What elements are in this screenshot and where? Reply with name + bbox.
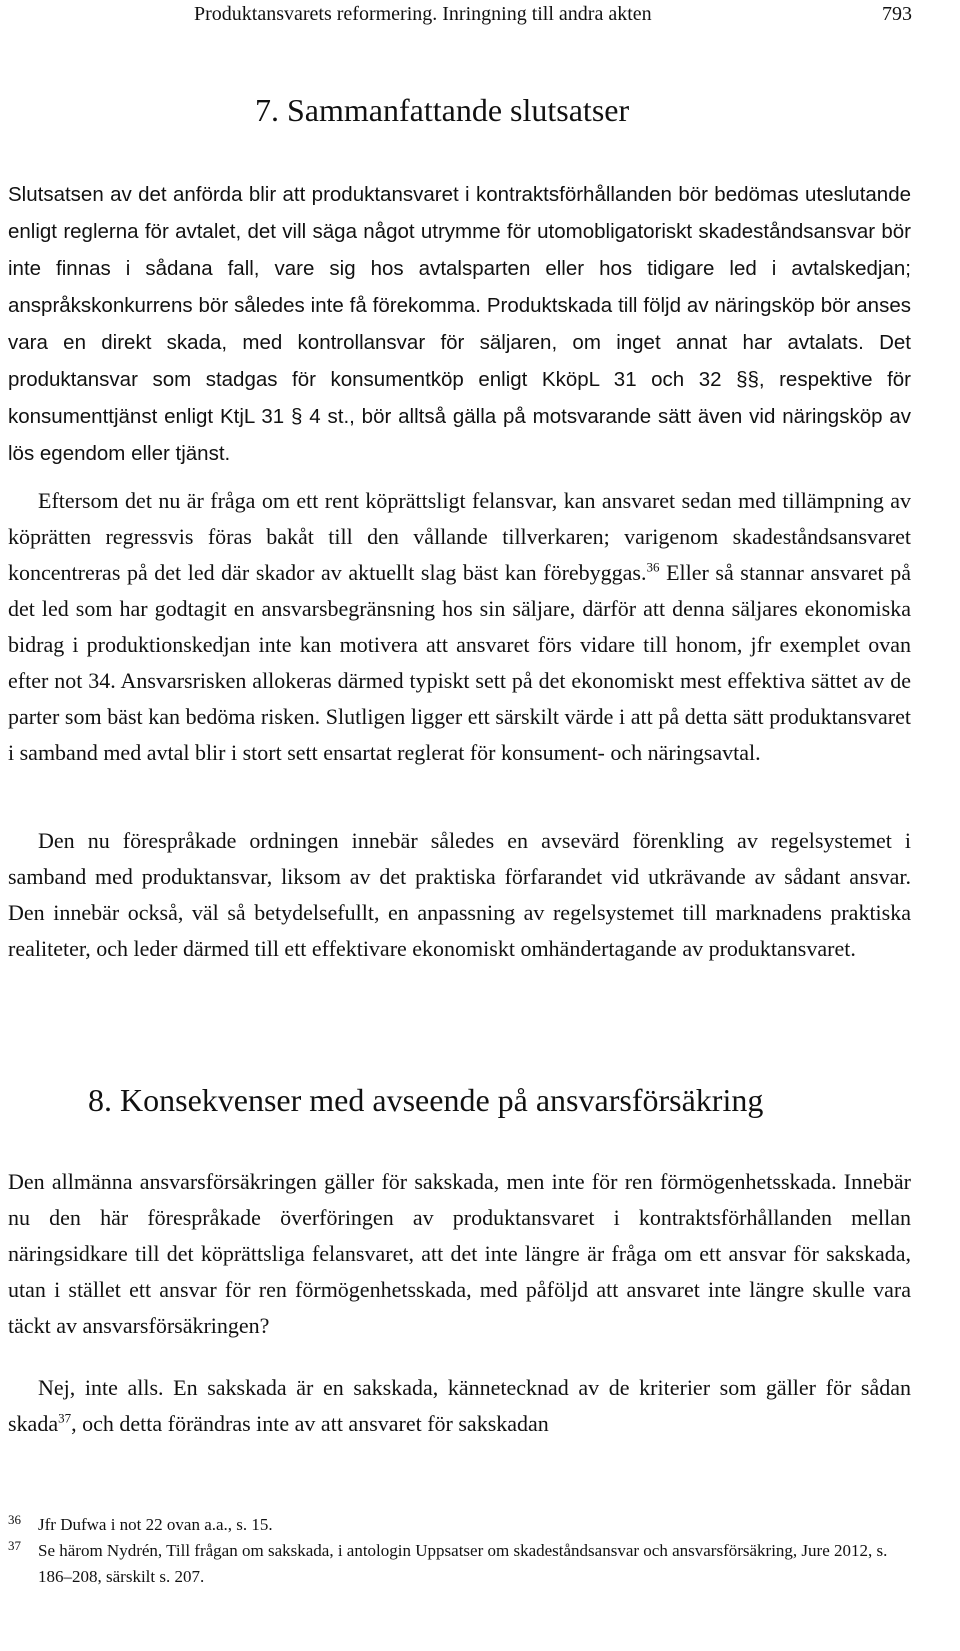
running-header xyxy=(0,2,960,26)
footnotes xyxy=(8,1512,911,1590)
section-heading-8: 8. Konsekvenser med avseende på ansvarsförsäkring xyxy=(88,1082,764,1118)
footnote xyxy=(8,1512,911,1538)
footnote-ref: 37 xyxy=(58,1410,72,1426)
paragraph xyxy=(8,1370,911,1442)
running-title: Produktansvarets reformering. Inringning till andra akten xyxy=(194,3,652,25)
footnote xyxy=(8,1538,911,1590)
paragraph-text: , och detta förändras inte av att ansvaret för sakskadan xyxy=(71,1411,549,1436)
page-number: 793 xyxy=(882,3,912,25)
footnote-text: Jfr Dufwa i not 22 ovan a.a., s. 15. xyxy=(38,1515,273,1534)
paragraph-text: Eftersom det nu är fråga om ett rent köprättsligt felansvar, kan ansvaret sedan med tillämpning av köprätten regressvis föras bakåt till den vållande tillverkaren; varigenom skadeståndsansvaret koncentreras på det led där skador av aktuellt slag bäst kan förebyggas. xyxy=(8,488,911,585)
footnote-number: 37 xyxy=(8,1538,21,1553)
section-heading-7: 7. Sammanfattande slutsatser xyxy=(255,92,630,128)
paragraph: Den nu förespråkade ordningen innebär således en avsevärd förenkling av regelsystemet i samband med produktansvar, liksom av det praktiska förfarandet vid utkrävande av sådant ansvar. Den innebär också, väl så betydelsefullt, en anpassning av regelsystemet till marknadens praktiska realiteter, och leder därmed till ett effektivare ekonomiskt omhändertagande av produktansvaret. xyxy=(8,828,911,961)
paragraph: Den allmänna ansvarsförsäkringen gäller för sakskada, men inte för ren förmögenhetsskada. Innebär nu den här förespråkade överföringen av produktansvaret i kontraktsförhållanden mellan näringsidkare till det köprättsliga felansvaret, att det inte längre är fråga om ett ansvar för sakskada, utan i stället ett ansvar för ren förmögenhetsskada, med påföljd att ansvaret inte längre skulle vara täckt av ansvarsförsäkringen? xyxy=(8,1169,911,1338)
paragraph: Slutsatsen av det anförda blir att produktansvaret i kontraktsförhållanden bör bedömas uteslutande enligt reglerna för avtalet, det vill säga något utrymme för utomobligatoriskt skadeståndsansvar bör inte finnas i sådana fall, vare sig hos avtalsparten eller hos tidigare led i avtalskedjan; anspråkskonkurrens bör således inte få förekomma. Produktskada till följd av näringsköp bör anses vara en direkt skada, med kontrollansvar för säljaren, om inget annat har avtalats. Det produktansvar som stadgas för konsumentköp enligt KköpL 31 och 32 §§, respektive för konsumenttjänst enligt KtjL 31 § 4 st., bör alltså gälla på motsvarande sätt även vid näringsköp av lös egendom eller tjänst. xyxy=(8,183,911,465)
paragraph-text: Eller så stannar ansvaret på det led som har godtagit en ansvarsbegränsning hos sin säljare, därför att denna säljares ekonomiska bidrag i produktionskedjan inte kan motivera att ansvaret förs vidare till honom, jfr exemplet ovan efter not 34. Ansvarsrisken allokeras därmed typiskt sett på det ekonomiskt mest effektiva sättet av de parter som bäst kan bedöma risken. Slutligen ligger ett särskilt värde i att på detta sätt produktansvaret i samband med avtal blir i stort sett ensartat reglerat för konsument- och näringsavtal. xyxy=(8,560,911,765)
footnote-number: 36 xyxy=(8,1512,21,1527)
paragraph-text: Nej, inte alls. En sakskada är en sakskada, kännetecknad av de kriterier som gäller för sådan skada xyxy=(8,1375,911,1436)
footnote-text: Se härom Nydrén, Till frågan om sakskada, i antologin Uppsatser om skadeståndsansvar och ansvarsförsäkring, Jure 2012, s. 186–208, särskilt s. 207. xyxy=(38,1541,888,1586)
footnote-ref: 36 xyxy=(646,559,660,575)
paragraph xyxy=(8,483,911,771)
